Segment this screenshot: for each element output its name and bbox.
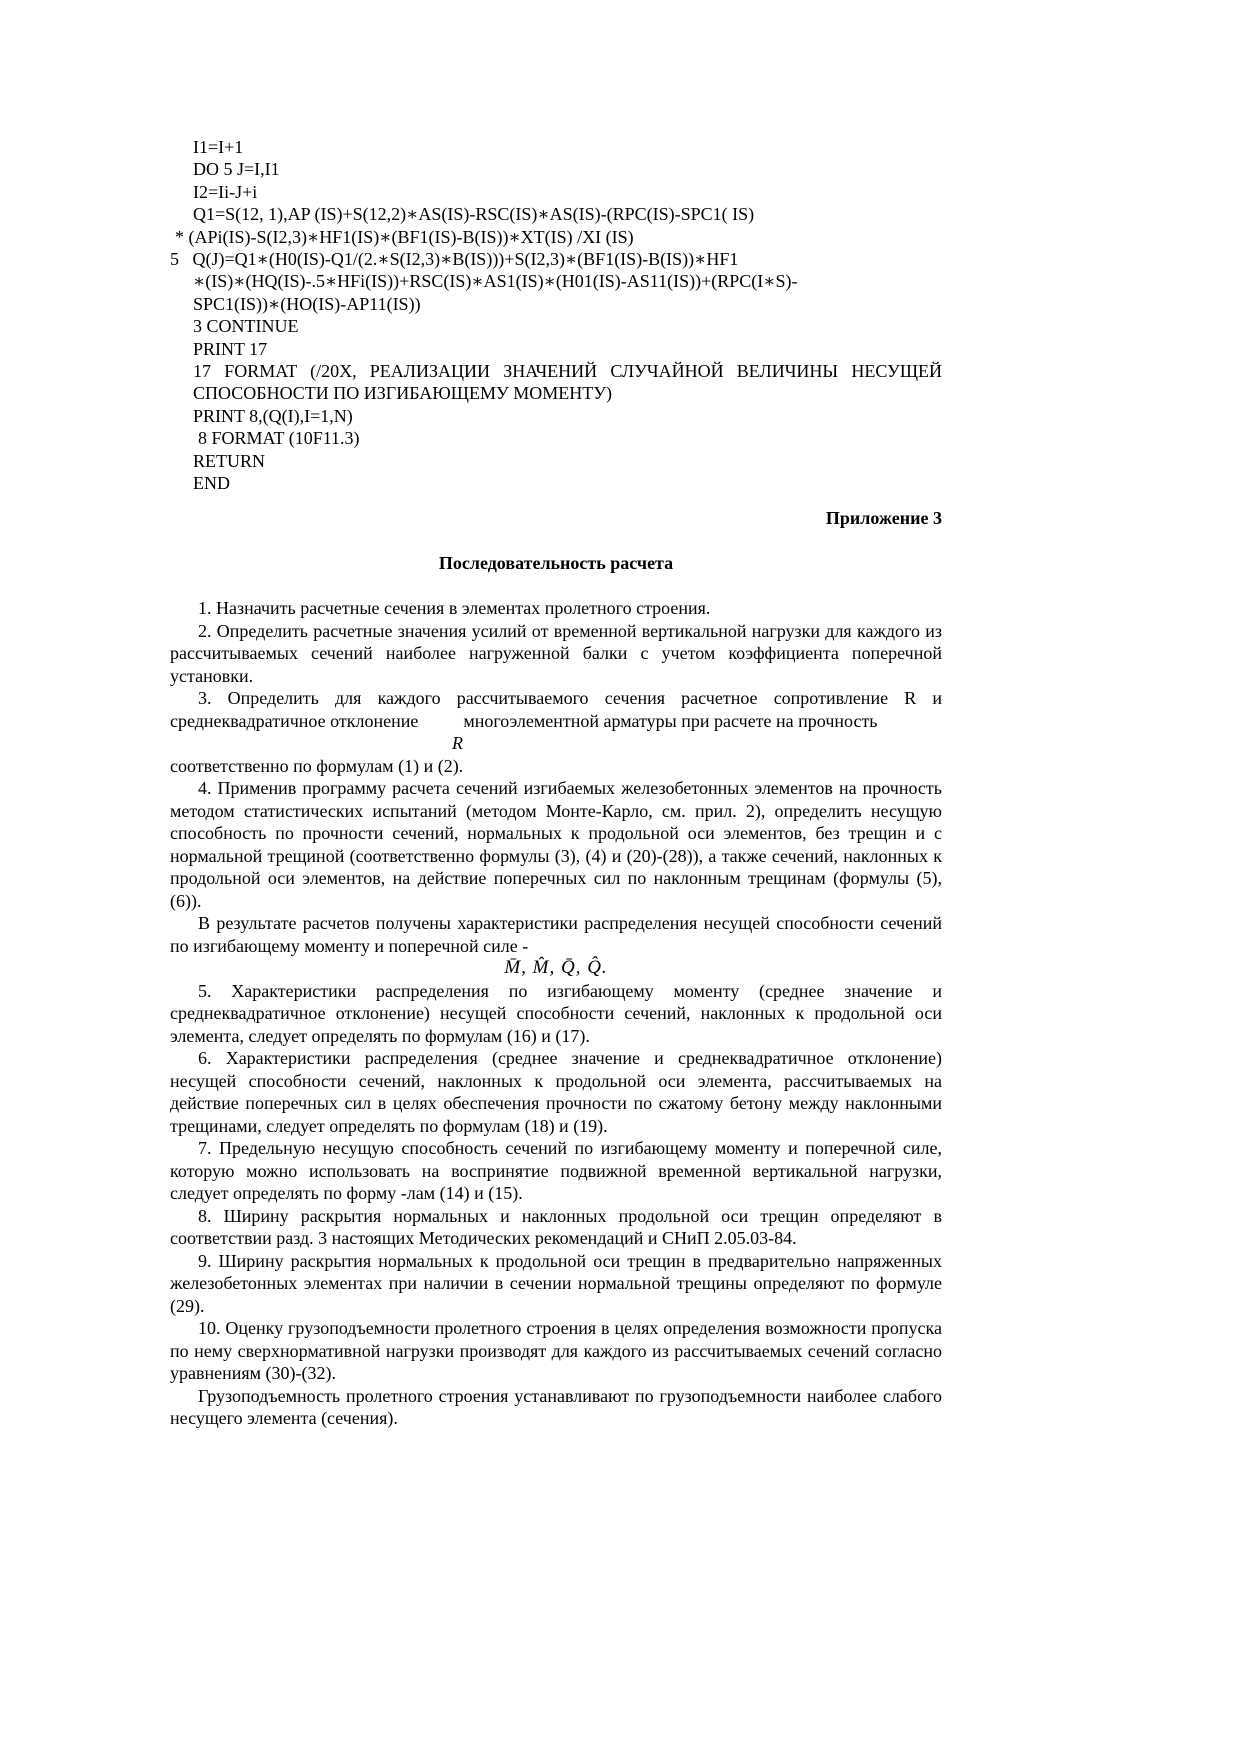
code-line: SPC1(IS))∗(HO(IS)-AP11(IS))	[193, 293, 421, 314]
code-line: RETURN	[193, 450, 265, 471]
code-line: PRINT 8,(Q(I),I=1,N)	[193, 405, 353, 426]
formula-sigma-r: R	[452, 733, 463, 754]
code-line: * (APi(IS)-S(I2,3)∗HF1(IS)∗(BF1(IS)-B(IS))∗XT(IS) /XI (IS)	[175, 226, 634, 247]
code-line: 3 CONTINUE	[193, 316, 299, 337]
paragraph: Грузоподъемность пролетного строения устанавливают по грузоподъемности наиболее слабого несущего элемента (сечения).	[170, 1385, 942, 1429]
code-line: ∗(IS)∗(HQ(IS)-.5∗HFi(IS))+RSC(IS)∗AS1(IS)∗(H01(IS)-AS11(IS))+(RPC(I∗S)-	[193, 271, 798, 292]
paragraph: 1. Назначить расчетные сечения в элементах пролетного строения.	[198, 598, 711, 619]
paragraph: 8. Ширину раскрытия нормальных и наклонных продольной оси трещин определяют в соответствии разд. 3 настоящих Методических рекомендаций и СНиП 2.05.03-84.	[170, 1205, 942, 1249]
formula-moment-shear: M̄, M̂, Q̄, Q̂.	[504, 957, 608, 979]
code-line: END	[193, 473, 230, 494]
paragraph: 3. Определить для каждого рассчитываемого сечения расчетное сопротивление R и среднеквадратичное отклонение многоэлементной арматуры при расчете на прочность	[170, 688, 942, 731]
code-line: Q1=S(12, 1),AP (IS)+S(12,2)∗AS(IS)-RSC(IS)∗AS(IS)-(RPC(IS)-SPC1( IS)	[193, 204, 755, 225]
body-paragraphs	[170, 597, 942, 1430]
code-line: 8 FORMAT (10F11.3)	[198, 428, 360, 449]
fortran-code-listing	[170, 136, 947, 495]
paragraph: 5. Характеристики распределения по изгибающему моменту (среднее значение и среднеквадратичное отклонение) несущей способности сечений, наклонных к продольной оси элемента, следует определять по формулам (16) и (17).	[170, 980, 942, 1046]
code-line: DO 5 J=I,I1	[193, 159, 280, 180]
code-line: 5 Q(J)=Q1∗(H0(IS)-Q1/(2.∗S(I2,3)∗B(IS)))+S(I2,3)∗(BF1(IS)-B(IS))∗HF1	[170, 249, 739, 270]
paragraph: 4. Применив программу расчета сечений изгибаемых железобетонных элементов на прочность методом статистических испытаний (методом Монте-Карло, см. прил. 2), определить несущую способность по прочности сечений, нормальных к продольной оси элементов, без трещин и с нормальной трещиной (соответственно формулы (3), (4) и (20)-(28)), а также сечений, наклонных к продольной оси элементов, на действие поперечных сил по наклонным трещинам (формулы (5), (6)).	[170, 778, 942, 911]
code-line: I2=Ii-J+i	[193, 181, 258, 202]
paragraph: 6. Характеристики распределения (среднее значение и среднеквадратичное отклонение) несущей способности сечений, наклонных к продольной оси элемента, рассчитываемых на действие поперечных сил в целях обеспечения прочности по сжатому бетону между наклонными трещинами, следует определять по формулам (18) и (19).	[170, 1048, 942, 1136]
paragraph: 7. Предельную несущую способность сечений по изгибающему моменту и поперечной силе, которую можно использовать на воспринятие подвижной временной вертикальной нагрузки, следует определять по форму -лам (14) и (15).	[170, 1138, 942, 1204]
page-content	[170, 136, 947, 1430]
paragraph: 10. Оценку грузоподъемности пролетного строения в целях определения возможности пропуска по нему сверхнормативной нагрузки производят для каждого из рассчитываемых сечений согласно уравнениям (30)-(32).	[170, 1318, 942, 1384]
code-line: PRINT 17	[193, 338, 268, 359]
section-title: Последовательность расчета	[438, 552, 674, 573]
appendix-label: Приложение 3	[825, 507, 942, 528]
paragraph: соответственно по формулам (1) и (2).	[170, 755, 464, 776]
paragraph: 9. Ширину раскрытия нормальных к продольной оси трещин в предварительно напряженных железобетонных элементах при наличии в сечении нормальной трещины определяют по формуле (29).	[170, 1250, 942, 1316]
code-line: 17 FORMAT (/20X, РЕАЛИЗАЦИИ ЗНАЧЕНИЙ СЛУЧАЙНОЙ ВЕЛИЧИНЫ НЕСУЩЕЙ СПОСОБНОСТИ ПО ИЗГИБАЮЩЕМУ МОМЕНТУ)	[193, 361, 947, 404]
paragraph: В результате расчетов получены характеристики распределения несущей способности сечений по изгибающему моменту и поперечной силе -	[170, 913, 942, 956]
paragraph: 2. Определить расчетные значения усилий от временной вертикальной нагрузки для каждого из рассчитываемых сечений наиболее нагруженной балки с учетом коэффициента поперечной установки.	[170, 620, 942, 686]
code-line: I1=I+1	[193, 137, 244, 157]
